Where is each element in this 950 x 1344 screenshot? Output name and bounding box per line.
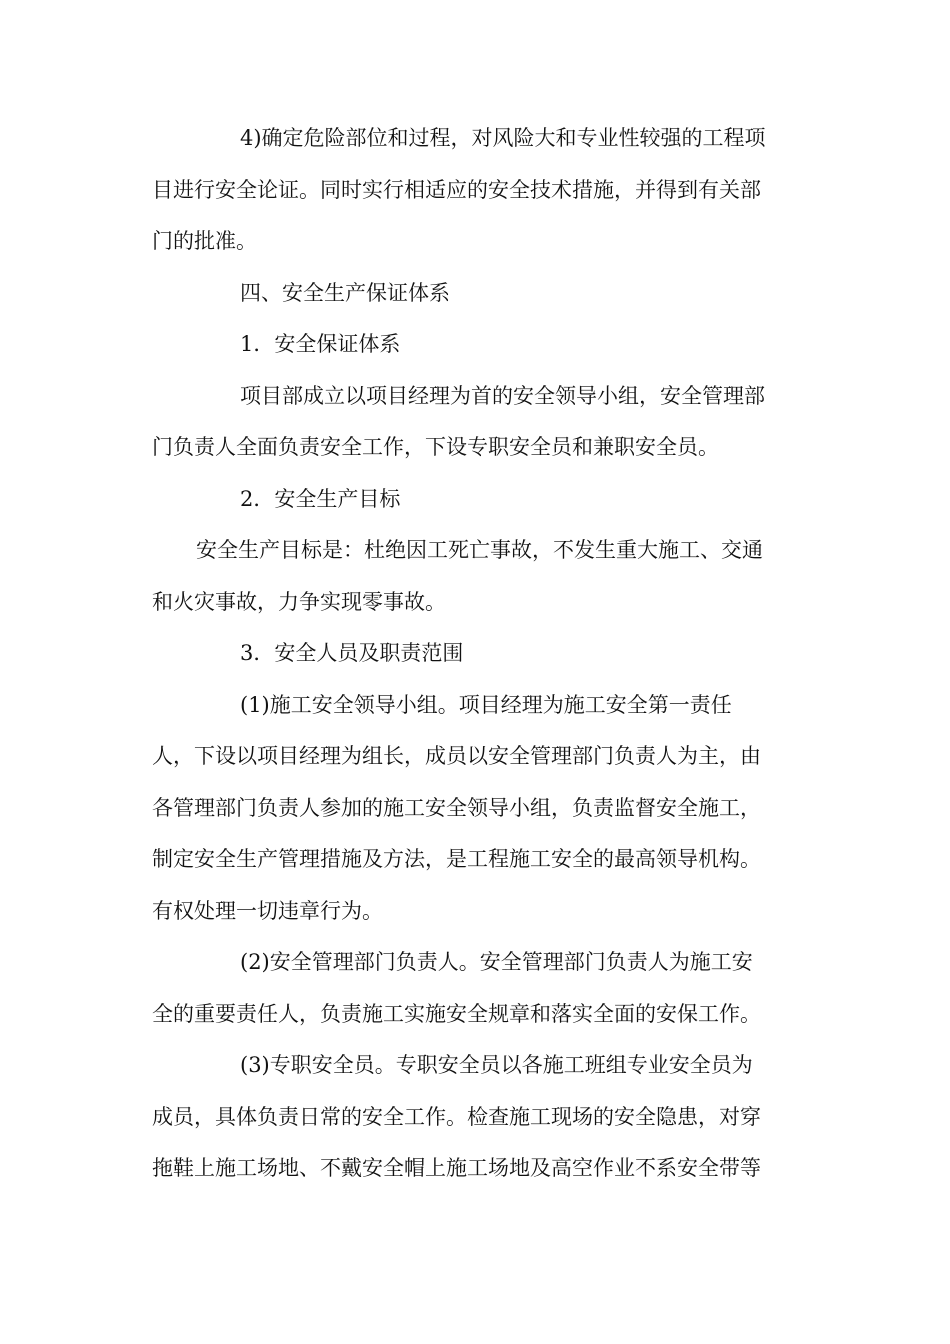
text-line: 全的重要责任人，负责施工实施安全规章和落实全面的安保工作。	[152, 1002, 761, 1026]
text-line: 4)确定危险部位和过程，对风险大和专业性较强的工程项	[240, 126, 766, 150]
text-line: 安全生产目标是：杜绝因工死亡事故，不发生重大施工、交通	[196, 538, 763, 562]
text-line: 制定安全生产管理措施及方法，是工程施工安全的最高领导机构。	[152, 847, 761, 871]
text-line: 人，下设以项目经理为组长，成员以安全管理部门负责人为主，由	[152, 744, 761, 768]
subsection-heading: 3．安全人员及职责范围	[240, 641, 464, 665]
section-heading: 四、安全生产保证体系	[240, 281, 450, 305]
text-line: 成员，具体负责日常的安全工作。检查施工现场的安全隐患，对穿	[152, 1105, 761, 1129]
subsection-heading: 1．安全保证体系	[240, 332, 401, 356]
text-line: 门负责人全面负责安全工作，下设专职安全员和兼职安全员。	[152, 435, 719, 459]
text-line: 有权处理一切违章行为。	[152, 899, 383, 923]
text-line: (2)安全管理部门负责人。安全管理部门负责人为施工安	[240, 950, 753, 974]
text-line: (1)施工安全领导小组。项目经理为施工安全第一责任	[240, 693, 732, 717]
text-line: 各管理部门负责人参加的施工安全领导小组，负责监督安全施工，	[152, 796, 761, 820]
text-line: 项目部成立以项目经理为首的安全领导小组，安全管理部	[240, 384, 765, 408]
text-line: (3)专职安全员。专职安全员以各施工班组专业安全员为	[240, 1053, 753, 1077]
text-line: 拖鞋上施工场地、不戴安全帽上施工场地及高空作业不系安全带等	[152, 1156, 761, 1180]
subsection-heading: 2．安全生产目标	[240, 487, 401, 511]
text-line: 目进行安全论证。同时实行相适应的安全技术措施，并得到有关部	[152, 178, 761, 202]
text-line: 和火灾事故，力争实现零事故。	[152, 590, 446, 614]
text-line: 门的批准。	[152, 229, 257, 253]
